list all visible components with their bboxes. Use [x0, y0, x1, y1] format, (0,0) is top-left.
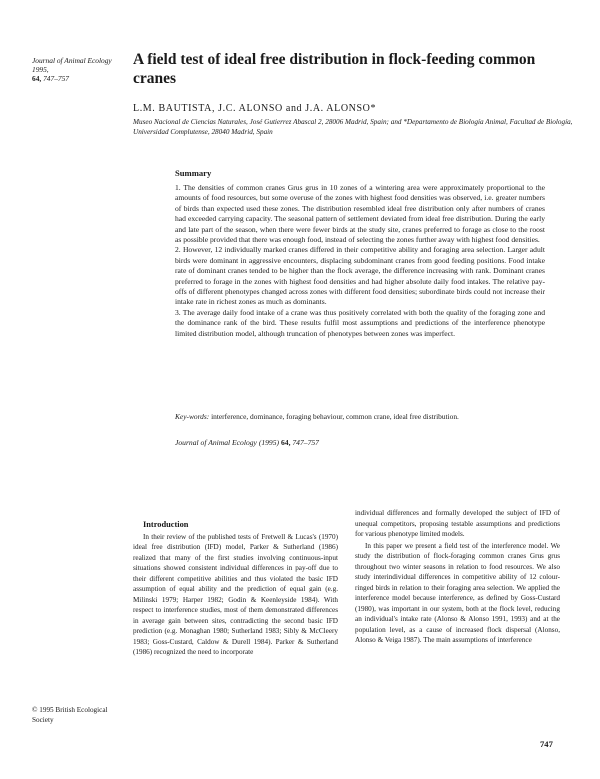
citation [175, 438, 319, 447]
copyright-notice: © 1995 British Ecological Society [32, 706, 108, 724]
introduction-heading: Introduction [143, 520, 189, 529]
keywords-label: Key-words: [175, 412, 210, 421]
citation-volume: 64, [280, 438, 291, 447]
journal-name: Journal of Animal Ecology 1995, [32, 56, 112, 74]
body-column-left [133, 520, 338, 658]
body-column-right [355, 508, 560, 646]
body-paragraph: In this paper we present a field test of the interference model. We study the distribution of flock-foraging common cranes Grus grus throughout two winter seasons in relation to food resources. We also study interindividual differences in competitive ability of 12 colour-ringed birds in relation to their foraging area selection. We applied the interference model because interference, as defined by Goss-Custard (1980), was important in our system, both at the flock level, reducing an individual's intake rate (Alonso & Alonso 1991, 1993) and at the population level, as a cause of increased flock dispersal (Alonso, Alonso & Veiga 1987). The main assumptions of interference [355, 541, 560, 644]
page-number: 747 [540, 739, 553, 749]
citation-pages: 747–757 [292, 438, 319, 447]
summary-paragraph: 3. The average daily food intake of a crane was thus positively correlated with both the quality of the foraging zone and the dominance rank of the bird. These results fulfil most assumptions and predictions of the interference phenotype limited distribution model, although truncation of phenotypes between zones was imperfect. [175, 307, 545, 338]
summary-paragraph: 1. The densities of common cranes Grus grus in 10 zones of a wintering area were approximately proportional to the amounts of food resources, but some overuse of the zones with highest food densities was observed, i.e. greater numbers of birds than expected used these zones. The distribution resembled ideal free distribution only after numbers of cranes had exceeded carrying capacity. The seasonal pattern of settlement deviated from ideal free distribution. During the early and late part of the season, when there were fewer birds at the study site, cranes preferred to forage as close to the roost as possible provided that there was enough food, instead of selecting the zones further away with highest food densities. [175, 183, 545, 245]
keywords-text: interference, dominance, foraging behaviour, common crane, ideal free distribution. [211, 412, 459, 421]
summary-paragraph: 2. However, 12 individually marked cranes differed in their competitive ability and foraging area selection. Larger adult birds were dominant in aggressive encounters, displacing subdominant cranes from good feeding positions. Food intake rate of dominant cranes tended to be higher than the flock average, the difference increasing with rank. Dominant cranes preferred to forage in the zones with highest food densities and had higher absolute daily food intakes. The relative pay-offs of different phenotypes changed across zones with different food densities; subordinate birds could not increase their intake rate in richest zones as much as dominants. [175, 245, 545, 307]
citation-year: (1995) [258, 438, 280, 447]
citation-journal: Journal of Animal Ecology [175, 438, 257, 447]
author-list: L.M. BAUTISTA, J.C. ALONSO and J.A. ALONSO* [133, 103, 377, 114]
journal-volume: 64, [32, 74, 42, 83]
author-affiliation: Museo Nacional de Ciencias Naturales, José Gutierrez Abascal 2, 28006 Madrid, Spain; and *Departamento de Biología Animal, Facultad de Biología, Universidad Complutense, 28040 Madrid, Spain [133, 118, 573, 136]
summary-heading: Summary [175, 168, 212, 178]
journal-pages: 747–757 [43, 74, 69, 83]
body-paragraph: In their review of the published tests of Fretwell & Lucas's (1970) ideal free distribution (IFD) model, Parker & Sutherland (1986) realized that many of the first studies involving continuous-input situations showed consistent individual differences in pay-off due to their different competitive abilities and thus violated the basic IFD assumption of equal ability and the prediction of equal gain (e.g. Milinski 1979; Harper 1982; Godin & Keenleyside 1984). With respect to interference studies, most of them demonstrated differences in average gain between sites, contradicting the second basic IFD prediction (e.g. Monaghan 1980; Sutherland 1983; Sibly & McCleery 1983; Goss-Custard, Caldow & Durell 1984). Parker & Sutherland (1986) recognized the need to incorporate [133, 532, 338, 656]
keywords [175, 412, 545, 422]
journal-reference [32, 56, 118, 83]
summary-body [175, 183, 545, 339]
article-title: A field test of ideal free distribution in flock-feeding common cranes [133, 51, 536, 87]
body-paragraph: individual differences and formally developed the subject of IFD of unequal competitors, proposing testable assumptions and predictions for various phenotype limited models. [355, 509, 560, 538]
